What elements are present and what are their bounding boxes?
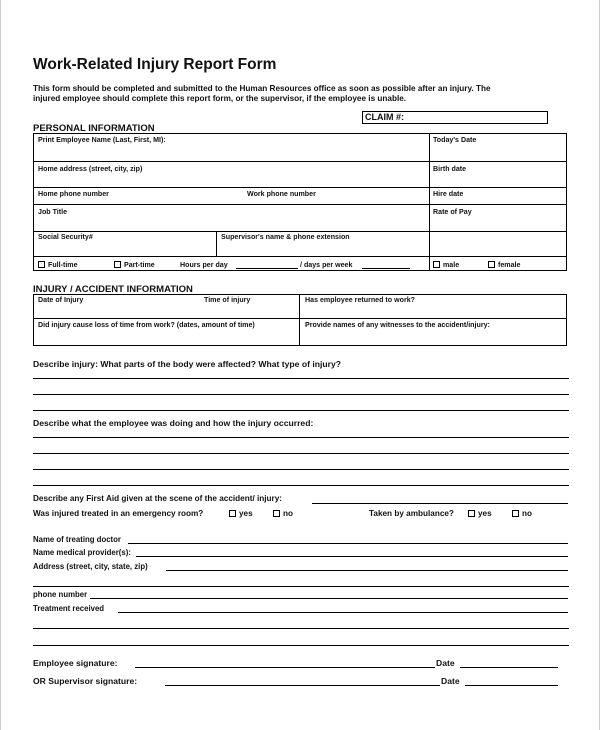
supervisor-date-blank[interactable] [465, 685, 558, 686]
row-divider [33, 187, 567, 188]
describe-injury-question: Describe injury: What parts of the body were affected? What type of injury? [33, 359, 341, 369]
ambulance-question: Taken by ambulance? [369, 509, 454, 518]
er-yes-checkbox[interactable] [229, 510, 236, 517]
answer-line[interactable] [33, 628, 569, 629]
emergency-room-question: Was injured treated in an emergency room? [33, 509, 204, 518]
home-phone-field[interactable]: Home phone number [38, 190, 109, 198]
treating-doctor-label: Name of treating doctor [33, 535, 121, 544]
first-aid-blank[interactable] [312, 503, 568, 504]
hire-date-field[interactable]: Hire date [433, 190, 464, 198]
female-checkbox[interactable] [488, 261, 495, 268]
supervisor-date-label: Date [441, 676, 460, 686]
female-label: female [498, 261, 521, 269]
supervisor-signature-blank[interactable] [165, 685, 440, 686]
amb-yes-label: yes [478, 509, 492, 518]
col-divider [216, 231, 217, 256]
intro-line-2: injured employee should complete this report form, or the supervisor, if the employee is unable. [33, 94, 407, 103]
home-address-field[interactable]: Home address (street, city, zip) [38, 165, 143, 173]
treating-doctor-blank[interactable] [128, 543, 568, 544]
loss-of-time-field[interactable]: Did injury cause loss of time from work? (dates, amount of time) [38, 321, 255, 329]
male-checkbox[interactable] [433, 261, 440, 268]
part-time-option[interactable] [114, 261, 155, 269]
er-yes-label: yes [239, 509, 253, 518]
row-divider [33, 231, 567, 232]
answer-line[interactable] [33, 586, 569, 587]
col-divider [299, 294, 300, 346]
address-blank[interactable] [166, 570, 568, 571]
treatment-received-label: Treatment received [33, 604, 105, 613]
date-of-injury-field[interactable]: Date of Injury [38, 296, 84, 304]
supervisor-signature-label: OR Supervisor signature: [33, 676, 138, 686]
answer-line[interactable] [33, 437, 569, 438]
answer-line[interactable] [33, 645, 569, 646]
first-aid-question: Describe any First Aid given at the scene of the accident/ injury: [33, 494, 283, 503]
work-phone-field[interactable]: Work phone number [247, 190, 316, 198]
answer-line[interactable] [33, 394, 569, 395]
male-option[interactable] [433, 261, 459, 269]
answer-line[interactable] [33, 410, 569, 411]
row-divider [33, 256, 567, 257]
witnesses-field[interactable]: Provide names of any witnesses to the accident/injury: [305, 321, 490, 329]
row-divider [33, 318, 567, 319]
supervisor-field[interactable]: Supervisor's name & phone extension [221, 233, 350, 241]
employee-signature-label: Employee signature: [33, 658, 118, 668]
answer-line[interactable] [33, 453, 569, 454]
days-per-week-blank[interactable] [362, 268, 410, 269]
form-title: Work-Related Injury Report Form [33, 56, 277, 73]
returned-to-work-field[interactable]: Has employee returned to work? [305, 296, 415, 304]
answer-line[interactable] [33, 378, 569, 379]
employee-date-blank[interactable] [460, 667, 558, 668]
amb-no-option[interactable] [512, 509, 532, 518]
answer-line[interactable] [33, 485, 569, 486]
social-security-field[interactable]: Social Security# [38, 233, 93, 241]
full-time-option[interactable] [38, 261, 78, 269]
claim-field[interactable] [362, 111, 548, 124]
employee-signature-blank[interactable] [135, 667, 435, 668]
amb-yes-option[interactable] [468, 509, 492, 518]
phone-number-label: phone number [33, 590, 88, 599]
rate-of-pay-field[interactable]: Rate of Pay [433, 208, 472, 216]
intro-line-1: This form should be completed and submitted to the Human Resources office as soon as possible after an injury. The [33, 84, 491, 93]
er-no-checkbox[interactable] [273, 510, 280, 517]
print-name-field[interactable]: Print Employee Name (Last, First, MI): [38, 136, 166, 144]
treatment-received-blank[interactable] [118, 612, 568, 613]
birth-date-field[interactable]: Birth date [433, 165, 467, 173]
employee-date-label: Date [436, 658, 455, 668]
medical-providers-label: Name medical provider(s): [33, 548, 131, 557]
part-time-label: Part-time [124, 261, 155, 269]
personal-info-table [33, 133, 567, 271]
personal-info-heading: PERSONAL INFORMATION [33, 123, 155, 134]
answer-line[interactable] [33, 469, 569, 470]
claim-label: CLAIM #: [365, 112, 404, 122]
injury-info-table [33, 294, 567, 346]
er-no-label: no [283, 509, 294, 518]
hours-per-day-blank[interactable] [236, 268, 298, 269]
medical-providers-blank[interactable] [136, 556, 568, 557]
amb-no-checkbox[interactable] [512, 510, 519, 517]
col-divider [429, 133, 430, 271]
phone-number-blank[interactable] [90, 598, 568, 599]
describe-doing-question: Describe what the employee was doing and how the injury occurred: [33, 418, 314, 428]
er-yes-option[interactable] [229, 509, 253, 518]
part-time-checkbox[interactable] [114, 261, 121, 268]
job-title-field[interactable]: Job Title [38, 208, 68, 216]
row-divider [33, 161, 567, 162]
todays-date-field[interactable]: Today's Date [433, 136, 477, 144]
row-divider [33, 204, 567, 205]
amb-no-label: no [522, 509, 533, 518]
time-of-injury-field[interactable]: Time of injury [204, 296, 251, 304]
injury-info-heading: INJURY / ACCIDENT INFORMATION [33, 284, 193, 295]
hours-per-day-label: Hours per day [180, 261, 228, 269]
amb-yes-checkbox[interactable] [468, 510, 475, 517]
er-no-option[interactable] [273, 509, 293, 518]
days-per-week-label: / days per week [300, 261, 353, 269]
address-label: Address (street, city, state, zip) [33, 562, 148, 571]
female-option[interactable] [488, 261, 520, 269]
full-time-checkbox[interactable] [38, 261, 45, 268]
male-label: male [443, 261, 460, 269]
full-time-label: Full-time [48, 261, 78, 269]
